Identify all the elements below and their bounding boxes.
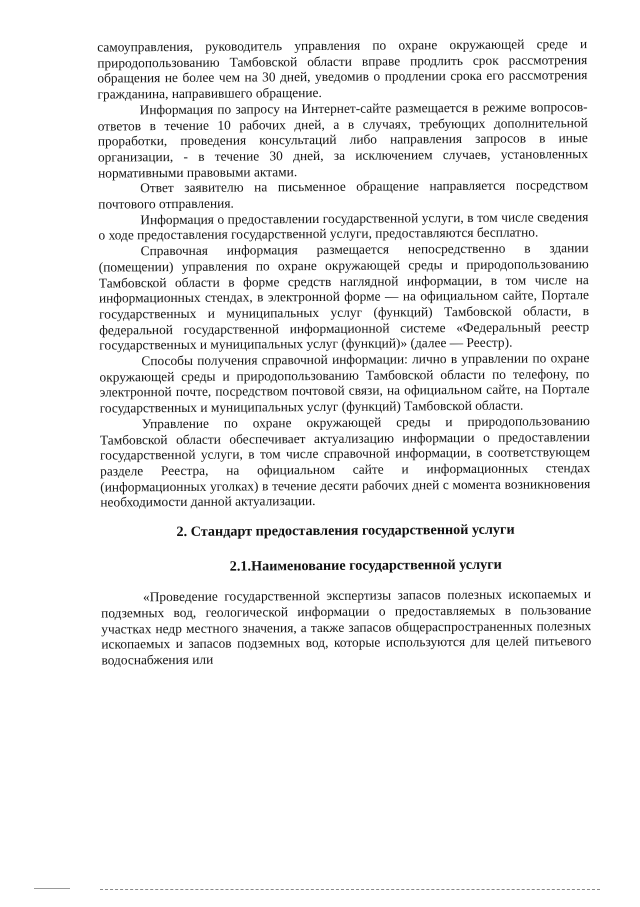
section-heading: 2. Стандарт предоставления государственной услуги [176,521,515,541]
scan-edge-line [100,889,600,890]
subsection-heading: 2.1.Наименование государственной услуги [229,556,502,575]
paragraph-internet-inquiry: Информация по запросу на Интернет-сайте размещается в режиме вопросов-ответов в течение 10 рабочих дней, а в случаях, требующих дополнительной проработки, проведения консультаций либо направления запросов в иные организации, - в течение 30 дней, за исключением случаев, установленных нормативными правовыми актами. [97,98,588,181]
paragraph-reference-info-placement: Справочная информация размещается непосредственно в здании (помещении) управления по охране окружающей среды и природопользованию Тамбовской области в форме средств наглядной информации, в том числе на информационных стендах, в электронной форме — на официальном сайте, Портале государственных и муниципальных услуг (функций) Тамбовской области, в федеральной государственной информационной системе «Федеральный реестр государственных и муниципальных услуг (функций)» (далее — Реестр). [98,240,590,353]
scan-edge-mark [34,888,70,889]
paragraph-postal-response: Ответ заявителю на письменное обращение направляется посредством почтового отправления. [98,177,589,212]
paragraph-info-actualization: Управление по охране окружающей среды и природопользованию Тамбовской области обеспечивает актуализацию информации о предоставлении государственной услуги, в том числе справочной информации, в соответствующем разделе Реестра, на официальном сайте и информационных стендах (информационных уголках) в течение десяти рабочих дней с момента возникновения необходимости данной актуализации. [99,412,591,510]
paragraph-service-name: «Проведение государственной экспертизы запасов полезных ископаемых и подземных вод, геологической информации о предоставляемых в пользование участках недр местного значения, а также запасов общераспространенных полезных ископаемых и запасов подземных вод, которые используются для целей питьевого водоснабжения или [101,586,592,668]
document-body [97,36,591,668]
paragraph-free-information: Информация о предоставлении государственной услуги, в том числе сведения о ходе предоставления государственной услуги, предоставляются бесплатно. [98,208,589,243]
paragraph-review-extension: самоуправления, руководитель управления по охране окружающей среде и природопользованию Тамбовской области вправе продлить срок рассмотрения обращения не более чем на 30 дней, уведомив о продлении срока его рассмотрения гражданина, направившего обращение. [97,36,588,102]
paragraph-ways-to-get-info: Способы получения справочной информации: лично в управлении по охране окружающей среды и природопользованию Тамбовской области по телефону, по электронной почте, посредством почтовой связи, на официальном сайте, на Портале государственных и муниципальных услуг (функций) Тамбовской области. [99,350,590,416]
